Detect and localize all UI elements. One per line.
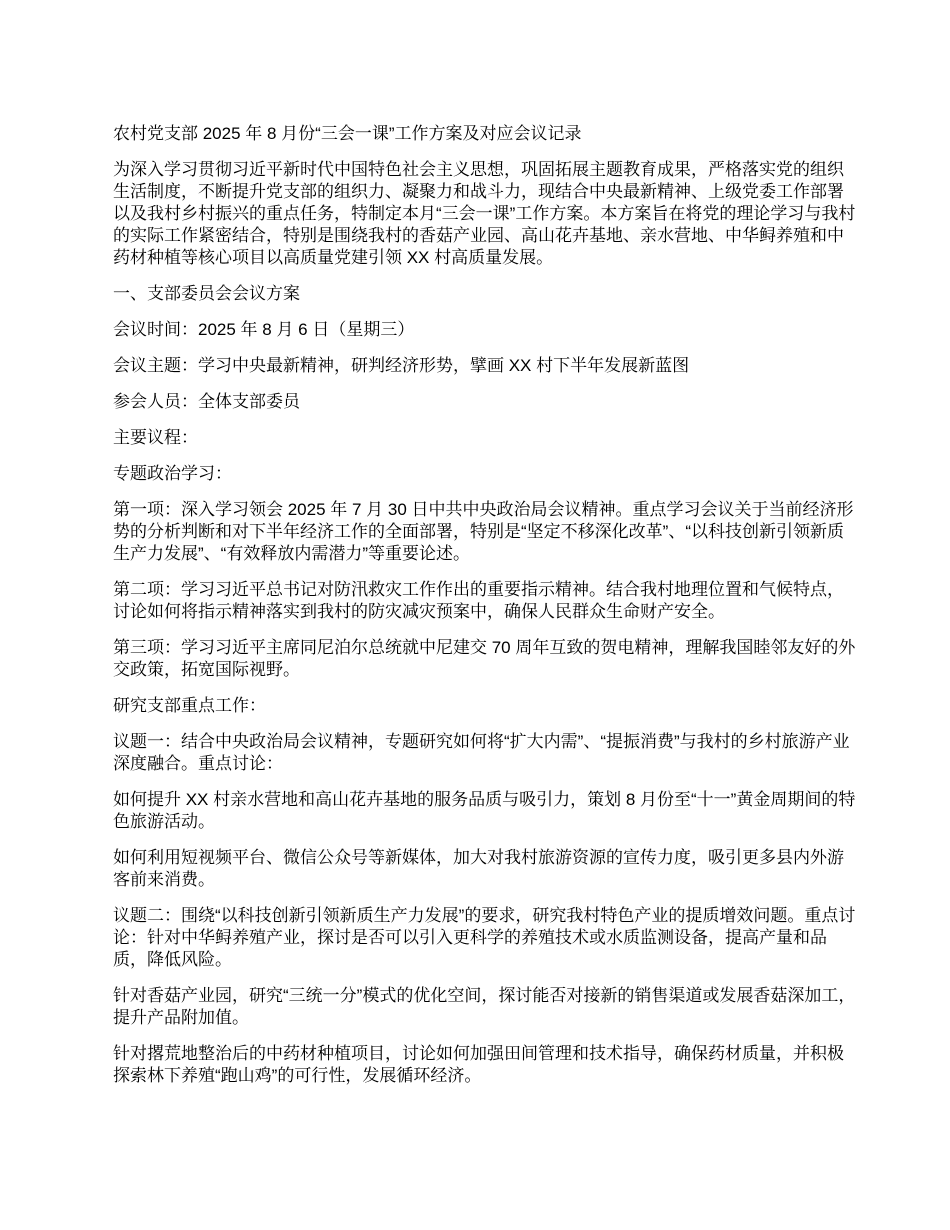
meeting-attendees: 参会人员：全体支部委员 (113, 392, 300, 411)
document-title: 农村党支部 2025 年 8 月份“三会一课”工作方案及对应会议记录 (113, 124, 582, 143)
main-agenda-label: 主要议程： (113, 428, 198, 447)
meeting-topic: 会议主题：学习中央最新精神，研判经济形势，擘画 XX 村下半年发展新蓝图 (113, 356, 690, 375)
meeting-time: 会议时间：2025 年 8 月 6 日（星期三） (113, 320, 415, 339)
study-item-3: 第三项：学习习近平主席同尼泊尔总统就中尼建交 70 周年互致的贺电精神，理解我国睦邻友好的外交政策，拓宽国际视野。 (113, 638, 856, 679)
study-item-2: 第二项：学习习近平总书记对防汛救灾工作作出的重要指示精神。结合我村地理位置和气候特点，讨论如何将指示精神落实到我村的防灾减灾预案中，确保人民群众生命财产安全。 (113, 580, 844, 621)
topic-1-point-1: 如何提升 XX 村亲水营地和高山花卉基地的服务品质与吸引力，策划 8 月份至“十一”黄金周期间的特色旅游活动。 (113, 790, 856, 831)
key-work-label: 研究支部重点工作： (113, 696, 266, 715)
political-study-label: 专题政治学习： (113, 464, 232, 483)
section-heading-branch-committee-plan: 一、支部委员会会议方案 (113, 284, 300, 303)
topic-1: 议题一：结合中央政治局会议精神，专题研究如何将“扩大内需”、“提振消费”与我村的乡村旅游产业深度融合。重点讨论： (113, 732, 850, 773)
topic-2-point-1: 针对香菇产业园，研究“三统一分”模式的优化空间，探讨能否对接新的销售渠道或发展香菇深加工，提升产品附加值。 (113, 986, 856, 1027)
topic-2-point-2: 针对撂荒地整治后的中药材种植项目，讨论如何加强田间管理和技术指导，确保药材质量，并积极探索林下养殖“跑山鸡”的可行性，发展循环经济。 (113, 1044, 844, 1085)
topic-2: 议题二：围绕“以科技创新引领新质生产力发展”的要求，研究我村特色产业的提质增效问题。重点讨论：针对中华鲟养殖产业，探讨是否可以引入更科学的养殖技术或水质监测设备，提高产量和品质，降低风险。 (113, 906, 856, 969)
paragraph-intro: 为深入学习贯彻习近平新时代中国特色社会主义思想，巩固拓展主题教育成果，严格落实党的组织生活制度，不断提升党支部的组织力、凝聚力和战斗力，现结合中央最新精神、上级党委工作部署以及我村乡村振兴的重点任务，特制定本月“三会一课”工作方案。本方案旨在将党的理论学习与我村的实际工作紧密结合，特别是围绕我村的香菇产业园、高山花卉基地、亲水营地、中华鲟养殖和中药材种植等核心项目以高质量党建引领 XX 村高质量发展。 (113, 160, 856, 267)
topic-1-point-2: 如何利用短视频平台、微信公众号等新媒体，加大对我村旅游资源的宣传力度，吸引更多县内外游客前来消费。 (113, 848, 844, 889)
study-item-1: 第一项：深入学习领会 2025 年 7 月 30 日中共中央政治局会议精神。重点学习会议关于当前经济形势的分析判断和对下半年经济工作的全面部署，特别是“坚定不移深化改革”、“以科技创新引领新质生产力发展”、“有效释放内需潜力”等重要论述。 (113, 500, 854, 563)
